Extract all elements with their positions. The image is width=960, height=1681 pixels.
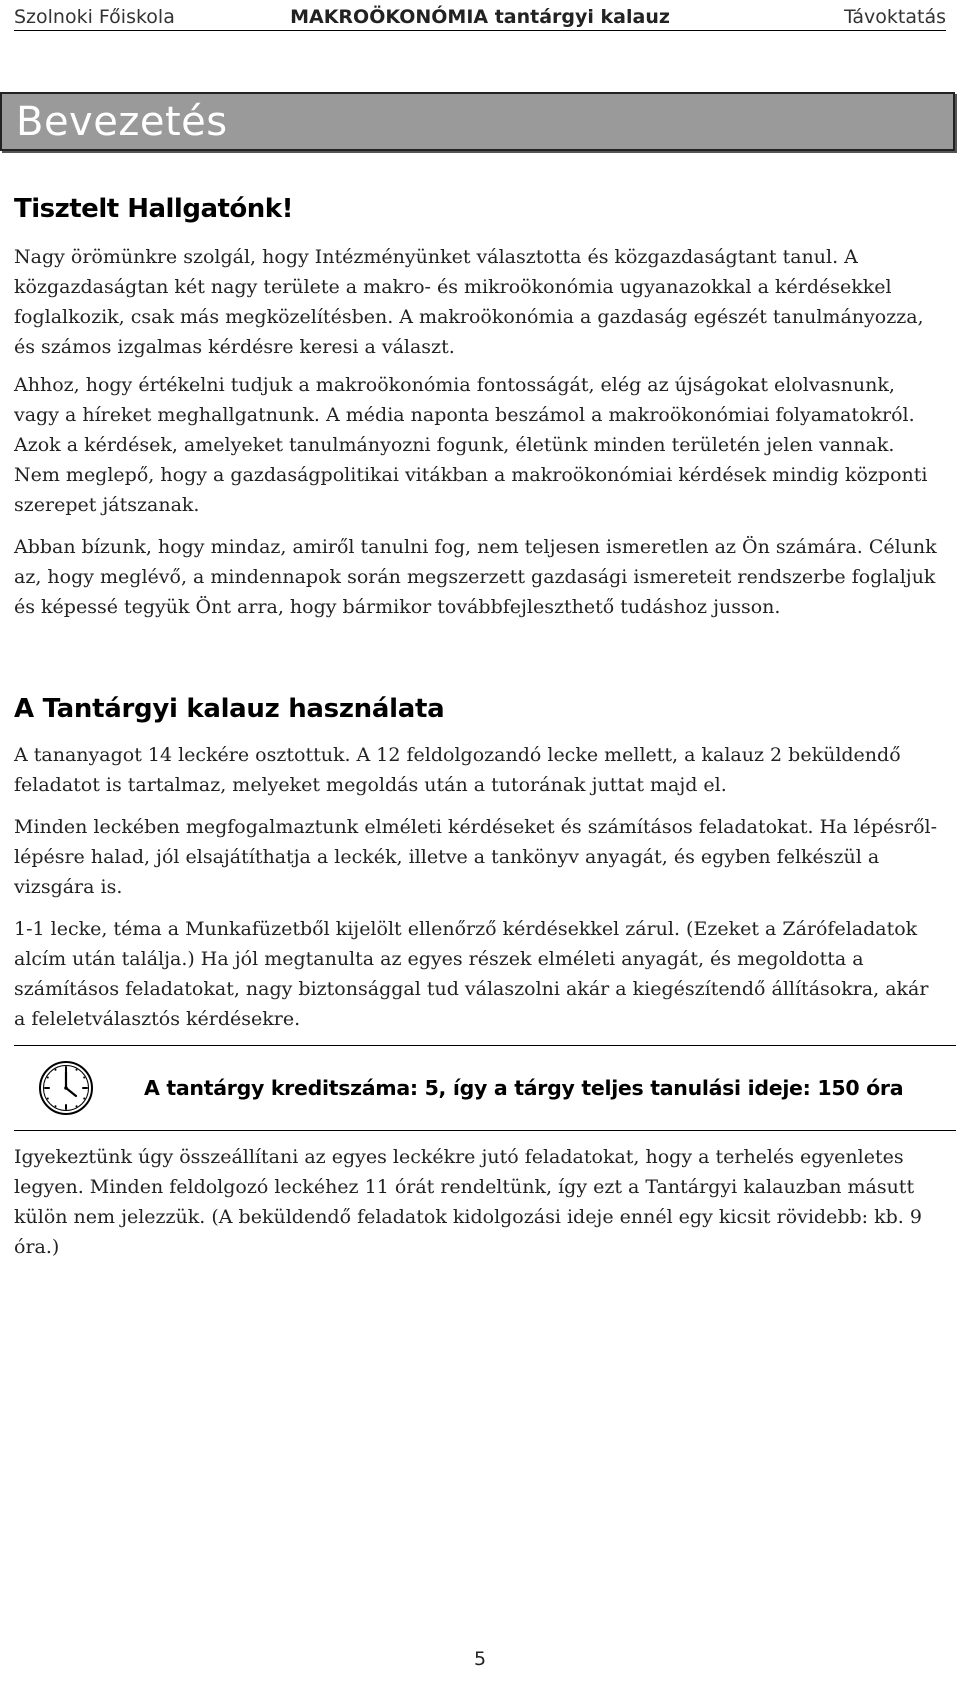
usage-paragraph-2: Minden leckében megfogalmaztunk elméleti kérdéseket és számításos feladatokat. Ha lépésről-lépésre halad, jól elsajátíthatja a leckék, illetve a tankönyv anyagát, és egyben felkészül a vizsgára is. [14, 816, 938, 898]
intro-paragraph-1: Nagy örömünkre szolgál, hogy Intézményünket választotta és közgazdaságtant tanul. A közgazdaságtan két nagy területe a makro- és mikroökonómia ugyanazokkal a kérdésekkel foglalkozik, csak más megközelítésben. A makroökonómia a gazdaság egészét tanulmányozza, és számos izgalmas kérdésre keresi a választ. [14, 246, 924, 358]
usage-paragraph-3: 1-1 lecke, téma a Munkafüzetből kijelölt ellenőrző kérdésekkel zárul. (Ezeket a Zárófeladatok alcím után találja.) Ha jól megtanulta az egyes részek elméleti anyagát, és megoldotta a számításos feladatokat, nagy biztonsággal tud válaszolni akár a kiegészítendő állításokra, akár a feleletválasztós kérdésekre. [14, 918, 929, 1030]
intro-paragraph-3: Abban bízunk, hogy mindaz, amiről tanulni fog, nem teljesen ismeretlen az Ön számára. Célunk az, hogy meglévő, a mindennapok során megszerzett gazdasági ismereteit rendszerbe foglaljuk és képessé tegyük Önt arra, hogy bármikor továbbfejleszthető tudáshoz jusson. [14, 536, 937, 618]
clock-icon [38, 1060, 94, 1121]
section-heading: A Tantárgyi kalauz használata [14, 694, 445, 724]
intro-paragraph-2: Ahhoz, hogy értékelni tudjuk a makroökonómia fontosságát, elég az újságokat elolvasnunk, vagy a híreket meghallgatnunk. A média naponta beszámol a makroökonómiai folyamatokról. Azok a kérdések, amelyeket tanulmányozni fogunk, életünk minden területén jelen vannak. Nem meglepő, hogy a gazdaságpolitikai vitákban a makroökonómiai kérdések mindig központi szerepet játszanak. [14, 374, 928, 516]
credit-notice-text: A tantárgy kreditszáma: 5, így a tárgy teljes tanulási ideje: 150 óra [144, 1076, 904, 1100]
credit-notice [14, 1045, 956, 1131]
closing-paragraph: Igyekeztünk úgy összeállítani az egyes leckékre jutó feladatokat, hogy a terhelés egyenletes legyen. Minden feldolgozó leckéhez 11 órát rendeltünk, így ezt a Tantárgyi kalauzban másutt külön nem jelezzük. (A beküldendő feladatok kidolgozási ideje ennél egy kicsit rövidebb: kb. 9 óra.) [14, 1146, 922, 1258]
chapter-banner [0, 92, 955, 151]
header-mode: Távoktatás [843, 6, 946, 28]
page-number: 5 [473, 1648, 487, 1670]
greeting-heading: Tisztelt Hallgatónk! [14, 194, 293, 224]
usage-paragraph-1: A tananyagot 14 leckére osztottuk. A 12 feldolgozandó lecke mellett, a kalauz 2 beküldendő feladatot is tartalmaz, melyeket megoldás után a tutorának juttat majd el. [14, 744, 901, 796]
running-header [14, 4, 946, 31]
header-course-title: MAKROÖKONÓMIA tantárgyi kalauz [290, 6, 670, 28]
header-institution: Szolnoki Főiskola [14, 6, 175, 28]
chapter-title: Bevezetés [16, 99, 228, 145]
